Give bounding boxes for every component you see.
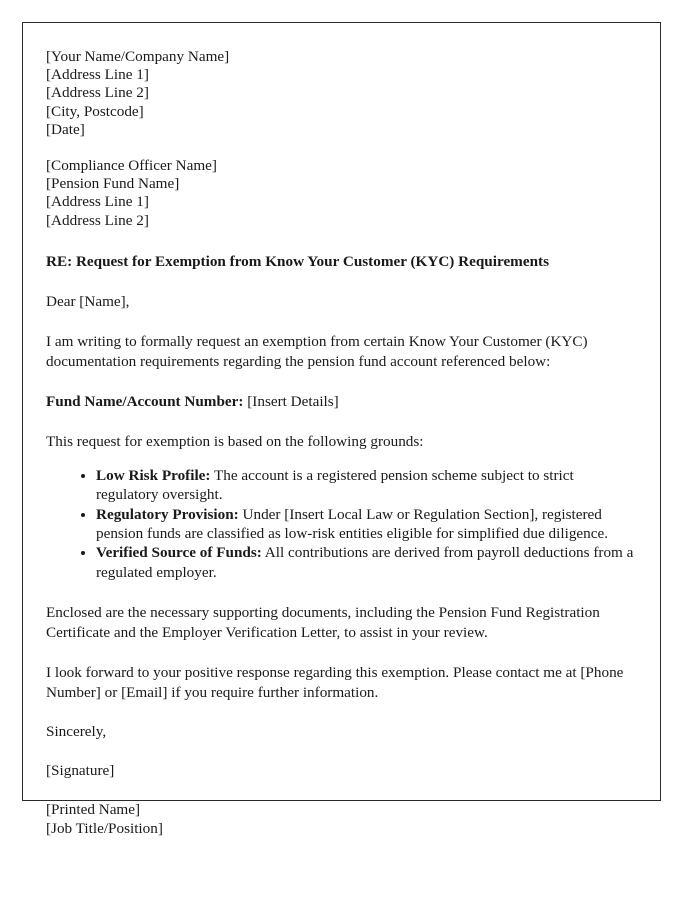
grounds-list [46,466,638,582]
salutation: Dear [Name], [46,292,130,310]
list-item [96,543,638,582]
ground-label: Regulatory Provision: [96,505,239,523]
letter-content [46,48,638,838]
recipient-line-3: [Address Line 1] [46,193,149,211]
ground-text: All contributions are derived from payroll deductions from a regulated employer. [96,544,634,581]
signoff [46,723,638,741]
ground-text: Under [Insert Local Law or Regulation Section], registered pension funds are classified as low-risk entities eligible for simplified due diligence. [96,505,609,543]
fund-account-value: [Insert Details] [247,393,339,411]
sender-line-4: [City, Postcode] [46,102,144,120]
enclosure-paragraph: Enclosed are the necessary supporting documents, including the Pension Fund Registration Certificate and the Employer Verification Letter, to assist in your review. [46,604,600,641]
grounds-intro: This request for exemption is based on the following grounds: [46,433,424,451]
sender-line-3: [Address Line 2] [46,84,149,102]
recipient-line-1: [Compliance Officer Name] [46,157,217,175]
signature-placeholder: [Signature] [46,762,115,780]
closing-paragraph: I look forward to your positive response regarding this exemption. Please contact me at [Phone Number] or [Email] if you require further information. [46,664,624,701]
ground-label: Low Risk Profile: [96,466,211,484]
sender-line-2: [Address Line 1] [46,66,149,84]
fund-account-label: Fund Name/Account Number: [46,393,244,411]
recipient-line-2: [Pension Fund Name] [46,175,180,193]
signoff-text: Sincerely, [46,722,107,740]
recipient-address-block [46,157,638,230]
letter-page [22,22,661,837]
fund-account-line [46,392,638,411]
intro-paragraph: I am writing to formally request an exemption from certain Know Your Customer (KYC) documentation requirements regarding the pension fund account referenced below: [46,333,588,370]
sender-date: [Date] [46,120,85,138]
ground-text: The account is a registered pension scheme subject to strict regulatory oversight. [96,466,574,504]
job-title: [Job Title/Position] [46,819,163,837]
subject-line: RE: Request for Exemption from Know Your Customer (KYC) Requirements [46,252,549,270]
sender-line-1: [Your Name/Company Name] [46,48,230,65]
signer-identity-block [46,801,638,837]
sender-address-block [46,48,638,139]
recipient-line-4: [Address Line 2] [46,211,149,229]
list-item [96,505,638,544]
list-item [96,466,638,505]
printed-name: [Printed Name] [46,801,141,819]
signature-placeholder-block [46,762,638,780]
ground-label: Verified Source of Funds: [96,544,262,562]
